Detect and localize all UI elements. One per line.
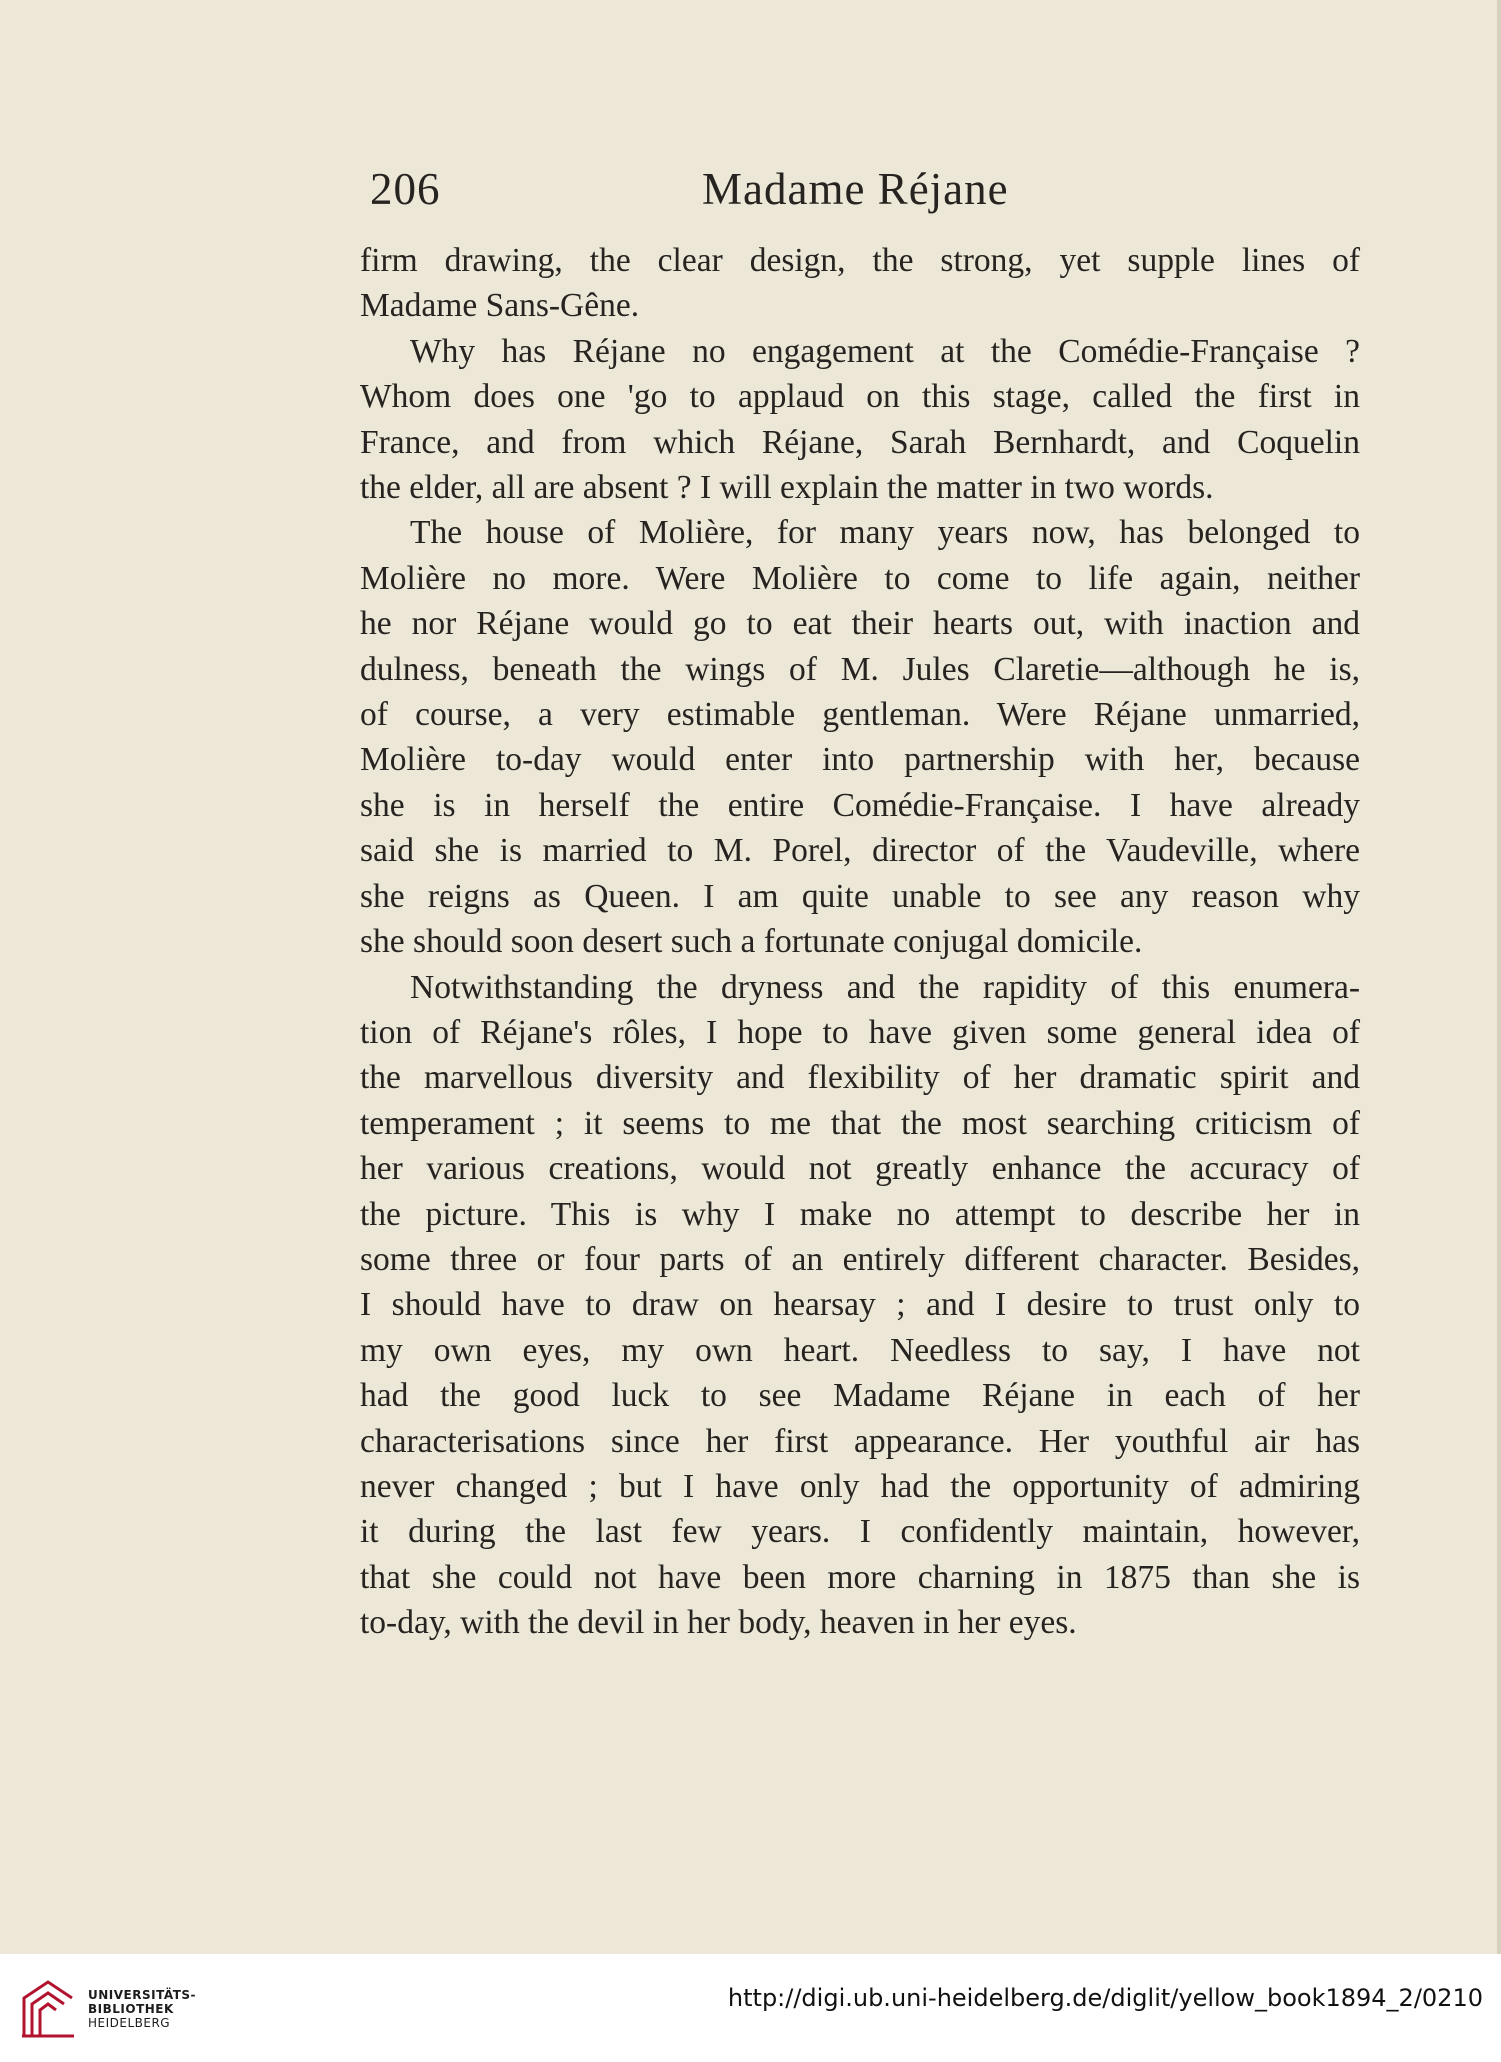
paragraph-line: he nor Réjane would go to eat their hearts out, with inaction and bbox=[360, 605, 1360, 643]
library-name-line: BIBLIOTHEK bbox=[88, 2002, 174, 2016]
paragraph-line: of course, a very estimable gentleman. Were Réjane unmarried, bbox=[360, 696, 1360, 734]
paragraph-line: said she is married to M. Porel, director of the Vaudeville, where bbox=[360, 832, 1360, 870]
running-title: Madame Réjane bbox=[702, 164, 1009, 214]
paragraph-line: never changed ; but I have only had the opportunity of admiring bbox=[360, 1467, 1360, 1505]
paragraph-line: Whom does one 'go to applaud on this stage, called the first in bbox=[360, 378, 1360, 416]
paragraph-line: to-day, with the devil in her body, heaven in her eyes. bbox=[360, 1604, 1077, 1642]
paragraph-line: the picture. This is why I make no attempt to describe her in bbox=[360, 1195, 1360, 1233]
paragraph-line: Why has Réjane no engagement at the Comédie-Française ? bbox=[410, 332, 1360, 370]
paragraph-line: I should have to draw on hearsay ; and I desire to trust only to bbox=[360, 1286, 1360, 1324]
paragraph-line: tion of Réjane's rôles, I hope to have given some general idea of bbox=[360, 1013, 1360, 1051]
paragraph-line: Molière no more. Were Molière to come to life again, neither bbox=[360, 559, 1360, 597]
library-name-line: HEIDELBERG bbox=[88, 2016, 171, 2030]
paragraph-line: the marvellous diversity and flexibility of her dramatic spirit and bbox=[360, 1059, 1360, 1097]
paragraph-line: temperament ; it seems to me that the most searching criticism of bbox=[360, 1104, 1360, 1142]
paragraph-line: had the good luck to see Madame Réjane in each of her bbox=[360, 1377, 1360, 1415]
paragraph-line: her various creations, would not greatly enhance the accuracy of bbox=[360, 1150, 1360, 1188]
paragraph-line: she should soon desert such a fortunate conjugal domicile. bbox=[360, 923, 1143, 961]
body-text bbox=[360, 238, 1360, 1646]
library-name-line: UNIVERSITÄTS- bbox=[88, 1988, 197, 2002]
footer-bar bbox=[0, 1954, 1501, 2062]
paragraph-line: Notwithstanding the dryness and the rapidity of this enumera- bbox=[410, 968, 1360, 1006]
paragraph-line: characterisations since her first appearance. Her youthful air has bbox=[360, 1422, 1360, 1460]
page-number: 206 bbox=[370, 164, 441, 214]
paragraph-line: Molière to-day would enter into partnership with her, because bbox=[360, 741, 1360, 779]
paragraph-line: my own eyes, my own heart. Needless to say, I have not bbox=[360, 1331, 1360, 1369]
paragraph-line: that she could not have been more charning in 1875 than she is bbox=[360, 1558, 1360, 1596]
paragraph-line: some three or four parts of an entirely different character. Besides, bbox=[360, 1240, 1360, 1278]
library-name bbox=[88, 1988, 196, 2030]
paragraph-line: dulness, beneath the wings of M. Jules Claretie—although he is, bbox=[360, 650, 1360, 688]
paragraph-line: the elder, all are absent ? I will explain the matter in two words. bbox=[360, 469, 1214, 507]
paragraph-line: France, and from which Réjane, Sarah Bernhardt, and Coquelin bbox=[360, 423, 1360, 461]
paragraph-line: it during the last few years. I confidently maintain, however, bbox=[360, 1513, 1360, 1551]
paragraph-line: firm drawing, the clear design, the strong, yet supple lines of bbox=[360, 242, 1360, 279]
paragraph-line: The house of Molière, for many years now, has belonged to bbox=[410, 514, 1360, 552]
library-logo-icon bbox=[18, 1978, 78, 2040]
page-edge bbox=[1497, 0, 1501, 1954]
paragraph-line: she is in herself the entire Comédie-Française. I have already bbox=[360, 786, 1360, 824]
paragraph-line: she reigns as Queen. I am quite unable to see any reason why bbox=[360, 877, 1360, 915]
running-head bbox=[370, 163, 1360, 223]
source-url-link[interactable]: http://digi.ub.uni-heidelberg.de/diglit/yellow_book1894_2/0210 bbox=[727, 1984, 1483, 2012]
paragraph-line: Madame Sans-Gêne. bbox=[360, 287, 640, 325]
